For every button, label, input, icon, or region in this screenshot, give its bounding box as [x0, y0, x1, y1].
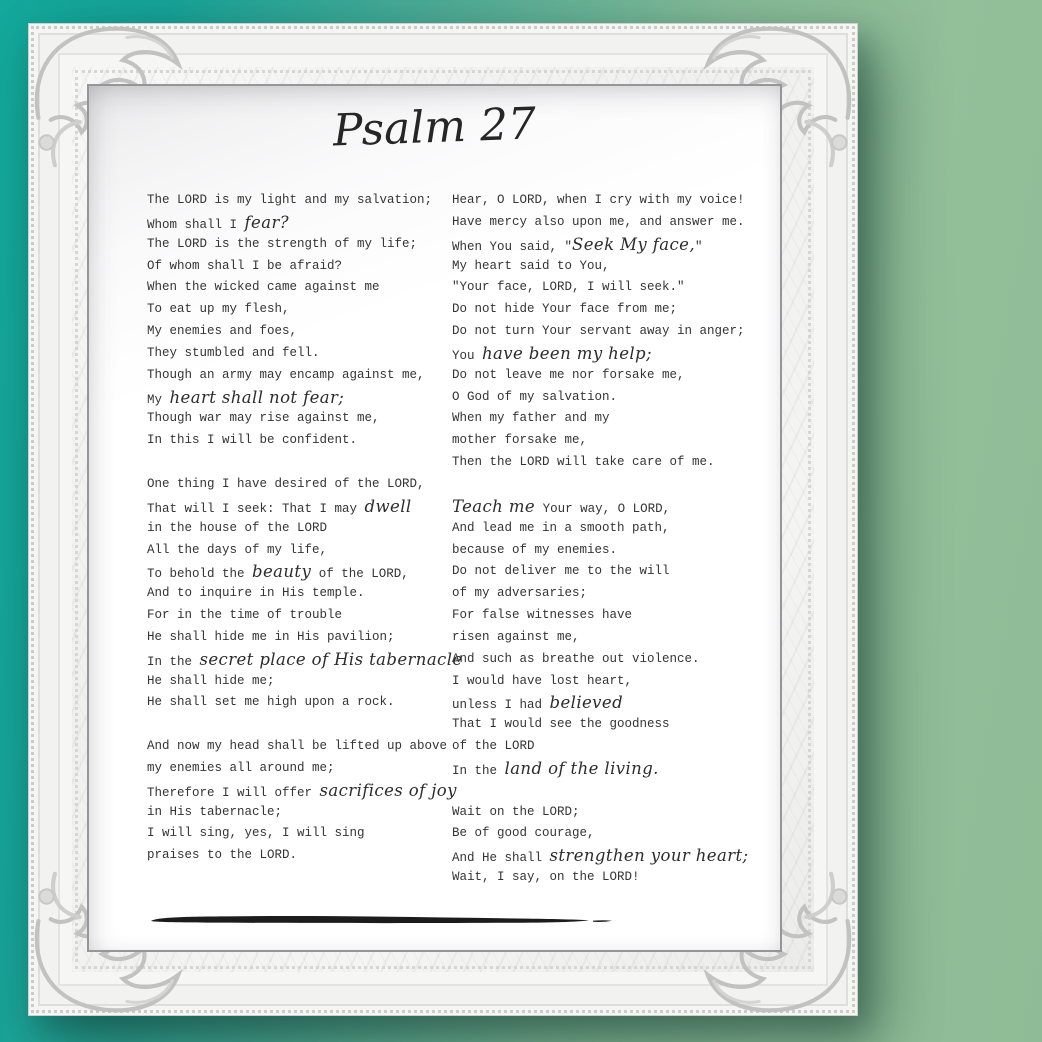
poem-line: mother forsake me,	[452, 433, 588, 448]
poem-line: When my father and my	[452, 411, 610, 426]
script-phrase: Teach me	[452, 496, 536, 516]
poem-line: Though an army may encamp against me,	[147, 367, 425, 382]
stanza-break	[147, 714, 449, 736]
poem-line: Teach me Your way, O LORD,	[452, 496, 671, 516]
poem-line: My heart said to You,	[452, 258, 610, 273]
poem-line: praises to the LORD.	[147, 848, 298, 863]
verse-column-right	[452, 190, 754, 889]
poem-line: He shall set me high upon a rock.	[147, 695, 395, 710]
poem-line: One thing I have desired of the LORD,	[147, 476, 425, 491]
poem-line: Wait, I say, on the LORD!	[452, 870, 640, 885]
poem-line: When the wicked came against me	[147, 280, 380, 295]
poem-line: risen against me,	[452, 629, 580, 644]
poem-line: Have mercy also upon me, and answer me.	[452, 214, 745, 229]
poem-line: In the secret place of His tabernacle	[147, 649, 463, 669]
poem-line: And to inquire in His temple.	[147, 586, 365, 601]
poem-line: Wait on the LORD;	[452, 804, 580, 819]
poem-line: because of my enemies.	[452, 542, 618, 557]
script-phrase: fear?	[244, 212, 289, 232]
poem-line: Though war may rise against me,	[147, 411, 380, 426]
poem-line: Do not deliver me to the will	[452, 564, 670, 579]
poem-line: For false witnesses have	[452, 608, 633, 623]
poem-line: of my adversaries;	[452, 586, 588, 601]
frame-opening	[87, 84, 782, 952]
poem-line: To eat up my flesh,	[147, 302, 290, 317]
poem-line: "Your face, LORD, I will seek."	[452, 280, 685, 295]
poem-line: Hear, O LORD, when I cry with my voice!	[452, 193, 745, 207]
picture-frame	[28, 23, 858, 1016]
poem-line: my enemies all around me;	[147, 760, 335, 775]
stanza-break	[452, 780, 754, 802]
poem-line: You have been my help;	[452, 343, 652, 363]
poem-line: He shall hide me;	[147, 673, 275, 688]
poem-line: Do not hide Your face from me;	[452, 302, 678, 317]
poem-line: Do not turn Your servant away in anger;	[452, 324, 745, 339]
script-phrase: dwell	[364, 496, 412, 516]
script-phrase: strengthen your heart;	[549, 846, 749, 866]
script-phrase: beauty	[252, 562, 312, 582]
poem-line: That will I seek: That I may dwell	[147, 496, 412, 516]
script-phrase: heart shall not fear;	[169, 387, 345, 407]
poem-line: In the land of the living.	[452, 758, 659, 778]
poem-line: Of whom shall I be afraid?	[147, 258, 343, 273]
poem-line: He shall hide me in His pavilion;	[147, 629, 395, 644]
poem-line: My heart shall not fear;	[147, 387, 345, 407]
poem-line: They stumbled and fell.	[147, 345, 320, 360]
stanza-break	[147, 452, 449, 474]
poem-line: That I would see the goodness	[452, 717, 670, 732]
brush-stroke	[147, 912, 617, 928]
script-phrase: land of the living.	[504, 758, 659, 778]
poem-line: The LORD is the strength of my life;	[147, 236, 418, 251]
script-phrase: Seek My face,	[572, 234, 695, 254]
stanza-break	[452, 474, 754, 496]
script-phrase: believed	[549, 693, 624, 713]
poem-title: Psalm 27	[332, 98, 537, 157]
script-phrase: secret place of His tabernacle	[199, 649, 463, 669]
poem-line: In this I will be confident.	[147, 433, 358, 448]
poem-line: unless I had believed	[452, 693, 624, 713]
poem-line: And now my head shall be lifted up above	[147, 739, 448, 754]
script-phrase: have been my help;	[482, 343, 652, 363]
poem-line: For in the time of trouble	[147, 608, 343, 623]
poem-line: When You said, "Seek My face,"	[452, 234, 703, 254]
poem-line: of the LORD	[452, 739, 535, 754]
poem-line: Do not leave me nor forsake me,	[452, 367, 685, 382]
script-phrase: sacrifices of joy	[319, 780, 457, 800]
poem-line: in the house of the LORD	[147, 520, 328, 535]
verse-column-left	[147, 190, 463, 867]
poem-line: And lead me in a smooth path,	[452, 520, 670, 535]
poem-line: My enemies and foes,	[147, 324, 298, 339]
poem-line: And such as breathe out violence.	[452, 651, 700, 666]
poem-line: I will sing, yes, I will sing	[147, 826, 365, 841]
poem-line: The LORD is my light and my salvation;	[147, 193, 433, 207]
poem-line: Therefore I will offer sacrifices of joy	[147, 780, 457, 800]
poem-line: Whom shall I fear?	[147, 212, 289, 232]
poem-line: I would have lost heart,	[452, 673, 633, 688]
poem-line: Be of good courage,	[452, 826, 595, 841]
poem-line: O God of my salvation.	[452, 389, 618, 404]
psalm-print	[89, 86, 780, 950]
poem-line: Then the LORD will take care of me.	[452, 455, 715, 470]
poem-line: All the days of my life,	[147, 542, 328, 557]
poem-line: To behold the beauty of the LORD,	[147, 562, 409, 582]
poem-line: in His tabernacle;	[147, 804, 283, 819]
poem-line: And He shall strengthen your heart;	[452, 846, 749, 866]
